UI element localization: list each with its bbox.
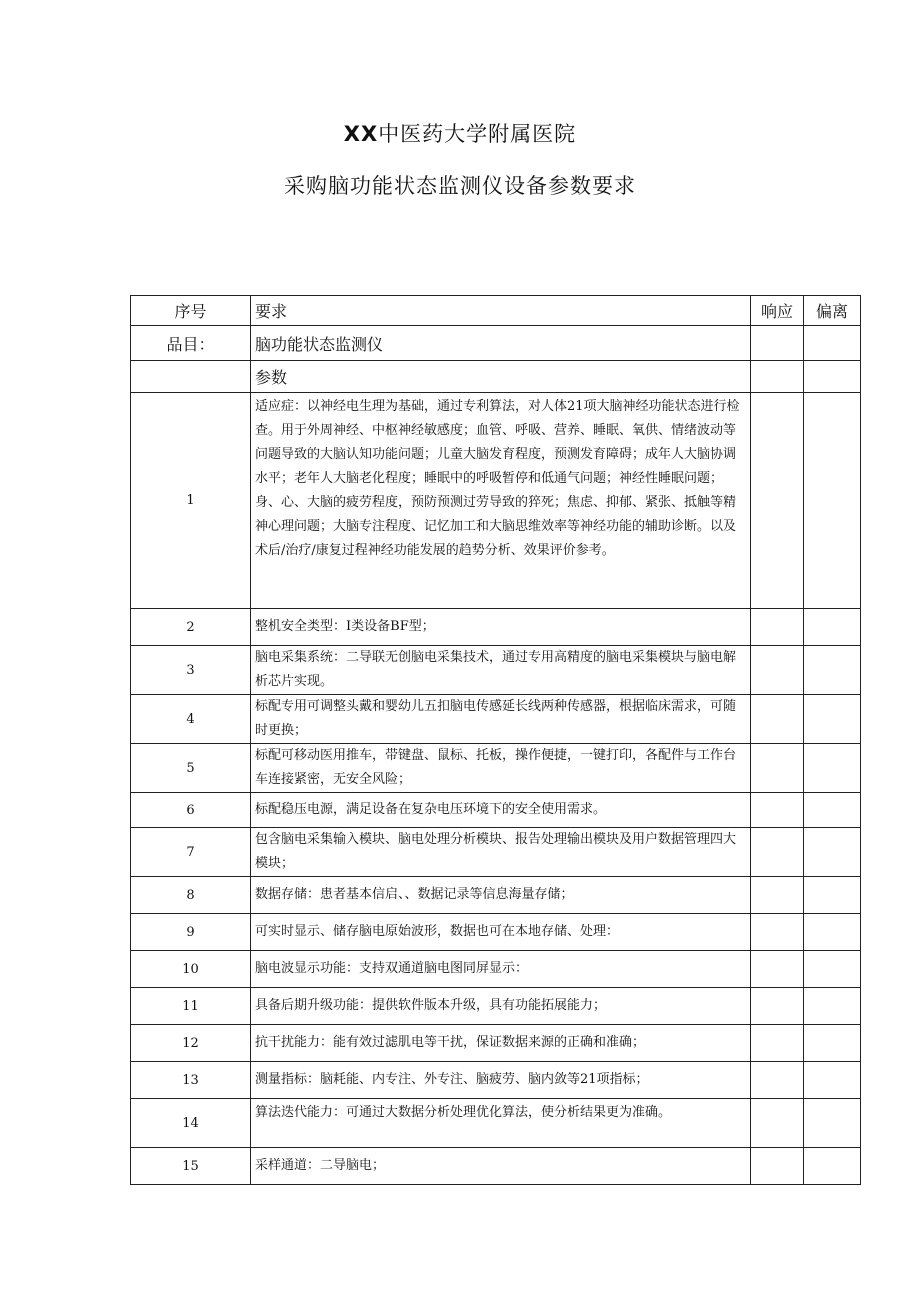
header-deviation: 偏离	[804, 296, 861, 326]
row-requirement: 采样通道：二导脑电；	[251, 1148, 751, 1185]
row-number: 15	[131, 1148, 251, 1185]
row-requirement: 包含脑电采集输入模块、脑电处理分析模块、报告处理输出模块及用户数据管理四大模块；	[251, 828, 751, 877]
deviation-cell	[804, 1099, 861, 1148]
table-row	[131, 393, 861, 609]
response-cell	[751, 326, 804, 361]
deviation-cell	[804, 361, 861, 393]
requirement-rows	[131, 393, 861, 1185]
response-cell	[751, 828, 804, 877]
row-requirement: 标配专用可调整头戴和婴幼儿五扣脑电传感延长线两种传感器，根据临床需求，可随时更换；	[251, 695, 751, 744]
response-cell	[751, 951, 804, 988]
row-number: 4	[131, 695, 251, 744]
table-row	[131, 951, 861, 988]
response-cell	[751, 695, 804, 744]
table-row	[131, 914, 861, 951]
deviation-cell	[804, 1062, 861, 1099]
item-row	[131, 326, 861, 361]
row-requirement: 脑电波显示功能：支持双通道脑电图同屏显示：	[251, 951, 751, 988]
table-row	[131, 609, 861, 646]
deviation-cell	[804, 793, 861, 828]
row-requirement: 测量指标：脑耗能、内专注、外专注、脑疲劳、脑内敛等21项指标；	[251, 1062, 751, 1099]
deviation-cell	[804, 951, 861, 988]
params-label: 参数	[251, 361, 751, 393]
deviation-cell	[804, 914, 861, 951]
row-number: 8	[131, 877, 251, 914]
response-cell	[751, 393, 804, 609]
row-requirement: 可实时显示、储存脑电原始波形，数据也可在本地存储、处理：	[251, 914, 751, 951]
response-cell	[751, 744, 804, 793]
row-requirement: 脑电采集系统：二导联无创脑电采集技术，通过专用高精度的脑电采集模块与脑电解析芯片实现。	[251, 646, 751, 695]
header-no: 序号	[131, 296, 251, 326]
requirements-table	[130, 295, 861, 1185]
item-label: 品目：	[131, 326, 251, 361]
row-number: 1	[131, 393, 251, 609]
row-requirement: 适应症：以神经电生理为基础，通过专利算法，对人体21项大脑神经功能状态进行检查。用于外周神经、中枢神经敏感度；血管、呼吸、营养、睡眠、氧供、情绪波动等问题导致的大脑认知功能问题；儿童大脑发育程度，预测发育障碍；成年人大脑协调水平；老年人大脑老化程度；睡眠中的呼吸暂停和低通气问题；神经性睡眠问题；身、心、大脑的疲劳程度，预防预测过劳导致的猝死；焦虑、抑郁、紧张、抵触等精神心理问题；大脑专注程度、记忆加工和大脑思维效率等神经功能的辅助诊断。以及术后/治疗/康复过程神经功能发展的趋势分析、效果评价参考。	[251, 393, 751, 609]
table-row	[131, 1025, 861, 1062]
response-cell	[751, 646, 804, 695]
deviation-cell	[804, 877, 861, 914]
table-row	[131, 988, 861, 1025]
response-cell	[751, 609, 804, 646]
row-number: 5	[131, 744, 251, 793]
table-row	[131, 695, 861, 744]
table-row	[131, 828, 861, 877]
table-row	[131, 793, 861, 828]
table-row	[131, 646, 861, 695]
row-number: 3	[131, 646, 251, 695]
row-number: 10	[131, 951, 251, 988]
response-cell	[751, 361, 804, 393]
response-cell	[751, 1148, 804, 1185]
params-row	[131, 361, 861, 393]
table-row	[131, 877, 861, 914]
params-no-cell	[131, 361, 251, 393]
response-cell	[751, 1062, 804, 1099]
deviation-cell	[804, 609, 861, 646]
header-row	[131, 296, 861, 326]
table-row	[131, 1148, 861, 1185]
deviation-cell	[804, 988, 861, 1025]
row-requirement: 抗干扰能力：能有效过滤肌电等干扰，保证数据来源的正确和准确；	[251, 1025, 751, 1062]
item-value: 脑功能状态监测仪	[251, 326, 751, 361]
row-number: 6	[131, 793, 251, 828]
row-requirement: 标配稳压电源，满足设备在复杂电压环境下的安全使用需求。	[251, 793, 751, 828]
row-requirement: 算法迭代能力：可通过大数据分析处理优化算法，使分析结果更为准确。	[251, 1099, 751, 1148]
table-row	[131, 1099, 861, 1148]
deviation-cell	[804, 393, 861, 609]
header-response: 响应	[751, 296, 804, 326]
table-row	[131, 744, 861, 793]
deviation-cell	[804, 326, 861, 361]
row-requirement: 具备后期升级功能：提供软件版本升级，具有功能拓展能力；	[251, 988, 751, 1025]
document-title	[0, 118, 920, 148]
deviation-cell	[804, 1148, 861, 1185]
deviation-cell	[804, 744, 861, 793]
response-cell	[751, 1025, 804, 1062]
response-cell	[751, 1099, 804, 1148]
deviation-cell	[804, 1025, 861, 1062]
response-cell	[751, 793, 804, 828]
row-requirement: 标配可移动医用推车，带键盘、鼠标、托板，操作便捷，一键打印，各配件与工作台车连接紧密，无安全风险；	[251, 744, 751, 793]
row-number: 9	[131, 914, 251, 951]
row-number: 13	[131, 1062, 251, 1099]
response-cell	[751, 877, 804, 914]
deviation-cell	[804, 695, 861, 744]
header-requirement: 要求	[251, 296, 751, 326]
row-number: 2	[131, 609, 251, 646]
table-row	[131, 1062, 861, 1099]
row-number: 11	[131, 988, 251, 1025]
title-hospital: 中医药大学附属医院	[378, 122, 577, 146]
deviation-cell	[804, 828, 861, 877]
row-number: 14	[131, 1099, 251, 1148]
title-prefix: XX	[343, 122, 379, 146]
row-number: 7	[131, 828, 251, 877]
row-number: 12	[131, 1025, 251, 1062]
deviation-cell	[804, 646, 861, 695]
response-cell	[751, 988, 804, 1025]
response-cell	[751, 914, 804, 951]
row-requirement: 整机安全类型：I类设备BF型；	[251, 609, 751, 646]
row-requirement: 数据存储：患者基本信启、、数据记录等信息海量存储；	[251, 877, 751, 914]
document-subtitle: 采购脑功能状态监测仪设备参数要求	[284, 174, 636, 198]
